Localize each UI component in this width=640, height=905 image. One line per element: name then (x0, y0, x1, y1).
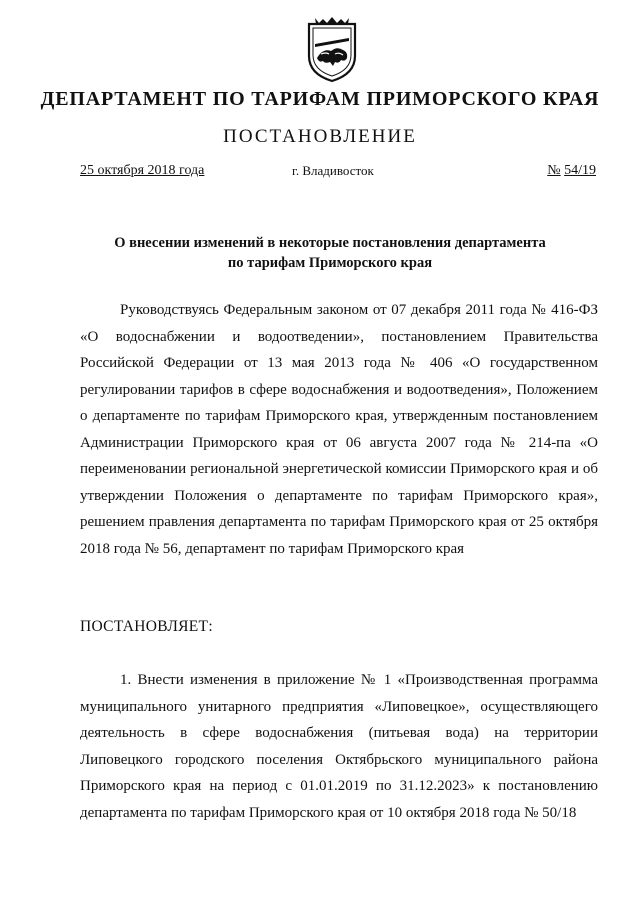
item-1-text: 1. Внести изменения в приложение № 1 «Производственная программа муниципального унитарного предприятия «Липовецкое», осуществляющего деятельность в сфере водоснабжения (питьевая вода) на территории Липовецкого городского поселения Октябрьского муниципального района Приморского края на период с 01.01.2019 по 31.12.2023» к постановлению департамента по тарифам Приморского края от 10 октября 2018 года № 50/18 (80, 672, 598, 821)
document-number (547, 163, 596, 179)
document-date: 25 октября 2018 года (80, 163, 205, 178)
subject-line-1: О внесении изменений в некоторые постановления департамента (114, 235, 546, 251)
department-title: ДЕПАРТАМЕНТ ПО ТАРИФАМ ПРИМОРСКОГО КРАЯ (40, 88, 600, 110)
number-prefix: № (547, 163, 561, 178)
preamble-text: Руководствуясь Федеральным законом от 07 декабря 2011 года № 416-ФЗ «О водоснабжении и водоотведении», постановлением Правительства Российской Федерации от 13 мая 2013 года № 406 «О государственном регулировании тарифов в сфере водоснабжения и водоотведения», Положением о департаменте по тарифам Приморского края, утвержденным постановлением Администрации Приморского края от 06 августа 2007 года № 214-па «О переименовании региональной энергетической комиссии Приморского края и об утверждении Положения о департаменте по тарифам Приморского края», решением правления департамента по тарифам Приморского края от 25 октября 2018 года № 56, департамент по тарифам Приморского края (80, 302, 598, 557)
coat-of-arms-emblem (301, 14, 363, 84)
preamble (80, 297, 598, 562)
subject-line-2: по тарифам Приморского края (227, 255, 433, 271)
document-type: ПОСТАНОВЛЕНИЕ (223, 126, 417, 147)
document-city: г. Владивосток (292, 163, 374, 178)
resolves-heading: ПОСТАНОВЛЯЕТ: (80, 618, 213, 635)
document-subject (80, 233, 580, 273)
resolution-item-1 (80, 667, 598, 826)
number-value: 54/19 (564, 163, 596, 178)
